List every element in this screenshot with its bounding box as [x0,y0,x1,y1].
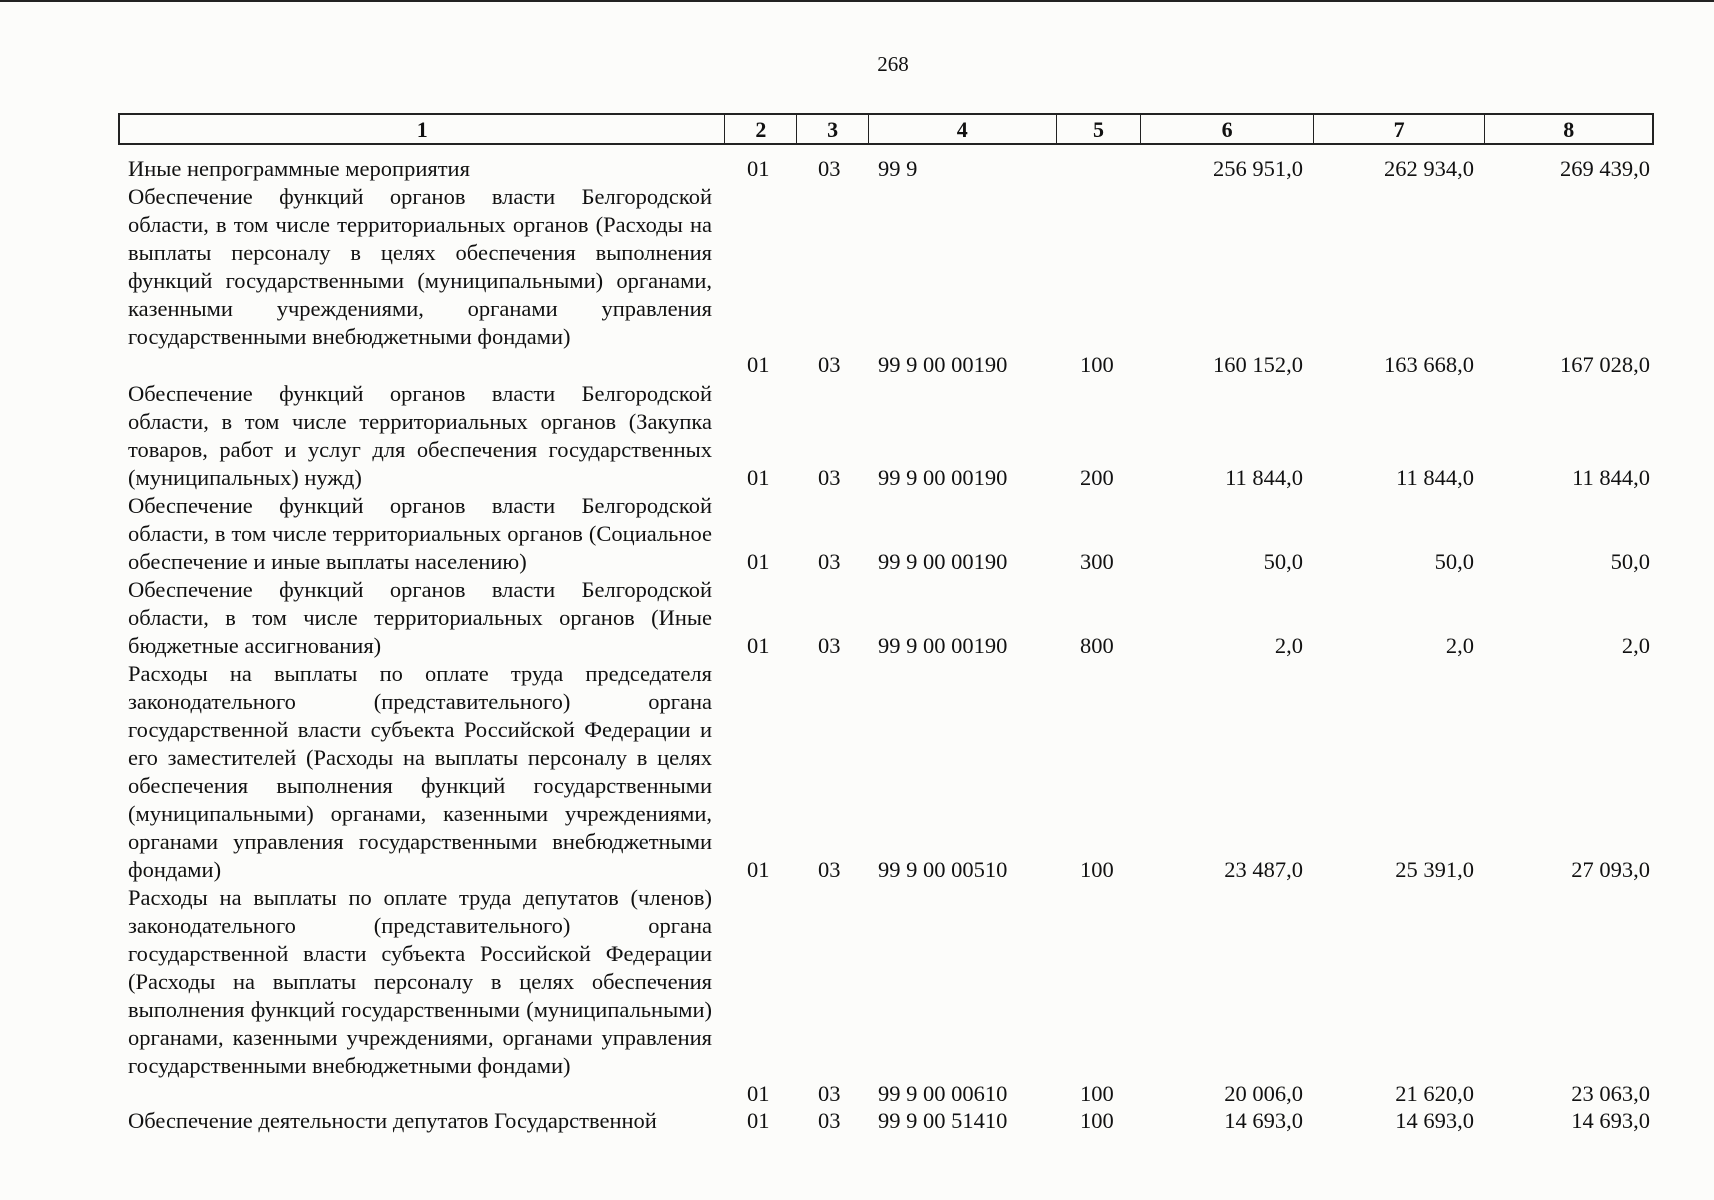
cell-c7: 2,0 [1445,633,1474,658]
cell-c7: 11 844,0 [1396,465,1474,490]
row-description: Обеспечение деятельности депутатов Государственной [128,1108,657,1133]
cell-c5: 100 [1080,1081,1114,1106]
cell-c8: 27 093,0 [1571,857,1650,882]
cell-c7: 25 391,0 [1395,857,1474,882]
table-header [118,113,1654,145]
cell-c6: 20 006,0 [1224,1081,1303,1106]
cell-c7: 14 693,0 [1395,1108,1474,1133]
cell-c6: 23 487,0 [1224,857,1303,882]
cell-c8: 50,0 [1610,549,1650,574]
cell-c8: 23 063,0 [1571,1081,1650,1106]
cell-c3: 03 [818,465,841,490]
cell-c6: 50,0 [1263,549,1303,574]
column-header-8: 8 [1563,117,1575,142]
cell-c8: 167 028,0 [1560,352,1650,377]
cell-c3: 03 [818,857,841,882]
cell-c2: 01 [747,633,770,658]
row-description: Расходы на выплаты по оплате труда председателя законодательного (представительного) органа государственной власти субъекта Российской Федерации и его заместителей (Расходы на выплаты персоналу в целях обеспечения выполнения функций государственными (муниципальными) органами, казенными учреждениями, органами управления государственными внебюджетными фондами) [128,661,712,882]
cell-c3: 03 [818,549,841,574]
cell-c5: 100 [1080,857,1114,882]
column-header-6: 6 [1141,115,1314,143]
cell-c2: 01 [747,857,770,882]
cell-c8: 2,0 [1621,633,1650,658]
cell-c3: 03 [818,352,841,377]
cell-c2: 01 [747,352,770,377]
column-header-4: 4 [869,115,1057,143]
column-header-1: 1 [120,115,725,143]
cell-c8: 269 439,0 [1560,156,1650,181]
column-header-7: 7 [1314,115,1486,143]
cell-c5: 100 [1080,1108,1114,1133]
cell-c2: 01 [747,465,770,490]
cell-c5: 200 [1080,465,1114,490]
cell-c7: 262 934,0 [1384,156,1474,181]
cell-c4: 99 9 00 00610 [878,1081,1008,1106]
cell-c8: 14 693,0 [1571,1108,1650,1133]
cell-c4: 99 9 00 00510 [878,857,1008,882]
cell-c4: 99 9 00 51410 [878,1108,1008,1133]
cell-c3: 03 [818,633,841,658]
cell-c2: 01 [747,1081,770,1106]
column-header-2: 2 [725,115,797,143]
cell-c5: 800 [1080,633,1114,658]
cell-c4: 99 9 [878,156,918,181]
cell-c6: 160 152,0 [1213,352,1303,377]
cell-c2: 01 [747,1108,770,1133]
cell-c6: 11 844,0 [1225,465,1303,490]
cell-c5: 300 [1080,549,1114,574]
row-description: Обеспечение функций органов власти Белгородской области, в том числе территориальных органов (Расходы на выплаты персоналу в целях обеспечения выполнения функций государственными (муниципальными) органами, казенными учреждениями, органами управления государственными внебюджетными фондами) [128,184,712,349]
cell-c6: 14 693,0 [1224,1108,1303,1133]
top-rule [0,0,1714,2]
cell-c6: 2,0 [1274,633,1303,658]
column-header-3: 3 [797,115,869,143]
cell-c4: 99 9 00 00190 [878,352,1008,377]
cell-c2: 01 [747,156,770,181]
column-header-5: 5 [1057,115,1142,143]
cell-c3: 03 [818,156,841,181]
cell-c8: 11 844,0 [1572,465,1650,490]
cell-c3: 03 [818,1081,841,1106]
row-description: Обеспечение функций органов власти Белгородской области, в том числе территориальных органов (Социальное обеспечение и иные выплаты населению) [128,493,712,574]
row-description: Обеспечение функций органов власти Белгородской области, в том числе территориальных органов (Закупка товаров, работ и услуг для обеспечения государственных (муниципальных) нужд) [128,381,712,490]
cell-c5: 100 [1080,352,1114,377]
row-description: Расходы на выплаты по оплате труда депутатов (членов) законодательного (представительного) органа государственной власти субъекта Российской Федерации (Расходы на выплаты персоналу в целях обеспечения выполнения функций государственными (муниципальными) органами, казенными учреждениями, органами управления государственными внебюджетными фондами) [128,885,712,1078]
row-description: Иные непрограммные мероприятия [128,156,470,181]
cell-c4: 99 9 00 00190 [878,633,1008,658]
cell-c3: 03 [818,1108,841,1133]
cell-c4: 99 9 00 00190 [878,465,1008,490]
row-description: Обеспечение функций органов власти Белгородской области, в том числе территориальных органов (Иные бюджетные ассигнования) [128,577,712,658]
page-number: 268 [877,52,909,76]
cell-c7: 163 668,0 [1384,352,1474,377]
cell-c4: 99 9 00 00190 [878,549,1008,574]
cell-c7: 21 620,0 [1395,1081,1474,1106]
cell-c7: 50,0 [1434,549,1474,574]
cell-c6: 256 951,0 [1213,156,1303,181]
cell-c2: 01 [747,549,770,574]
